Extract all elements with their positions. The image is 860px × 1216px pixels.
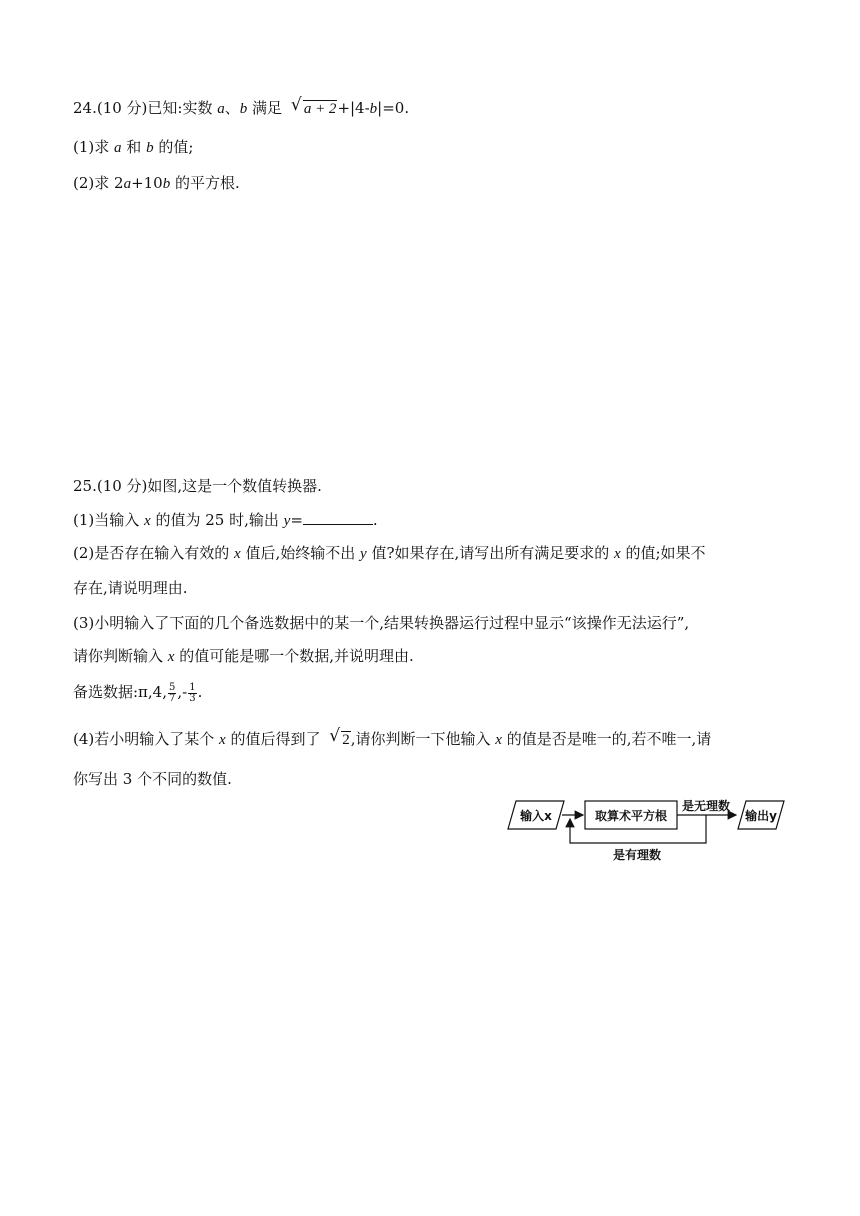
q25-p1-end: . (372, 511, 378, 529)
q25-part1 (73, 510, 378, 531)
q25-p2-a: (2)是否存在输入有效的 (73, 544, 235, 562)
q25-part3-line2 (73, 646, 414, 667)
var-b: b (162, 176, 171, 192)
q24-p1-mid: 和 (121, 138, 147, 156)
satisfy-text: 满足 (247, 99, 287, 117)
q24-p1-post: 的值; (153, 138, 194, 156)
options-prefix: 备选数据:π,4, (73, 683, 167, 701)
numerator: 1 (189, 681, 196, 693)
radical-sign-icon: √ (290, 95, 302, 115)
q24-p2-mid: +10 (131, 174, 163, 192)
process-label: 取算术平方根 (594, 809, 668, 823)
q24-statement (73, 95, 410, 119)
q24-p2-pre: (2)求 2 (73, 174, 124, 192)
radical-sign-icon: √ (329, 726, 341, 746)
q25-options (73, 682, 202, 704)
q25-part3-line1: (3)小明输入了下面的几个备选数据中的某一个,结果转换器运行过程中显示“该操作无法运行”, (73, 614, 690, 632)
var-b-2: b (369, 101, 378, 117)
q24-part1 (73, 137, 193, 158)
q25-p3-b: 的值可能是哪一个数据,并说明理由. (174, 647, 414, 665)
input-label: 输入x (520, 809, 552, 823)
var-a: a (123, 176, 132, 192)
answer-blank[interactable] (303, 510, 373, 525)
q25-p4-a: (4)若小明输入了某个 (73, 730, 220, 748)
var-x: x (167, 649, 175, 665)
q25-p4-d: 的值是否是唯一的,若不唯一,请 (501, 730, 712, 748)
sqrt-two (329, 726, 351, 750)
q25-p1-pre: (1)当输入 (73, 511, 145, 529)
var-x: x (495, 732, 502, 748)
q25-p2-b: 值后,始终输不出 (240, 544, 361, 562)
var-a: a (114, 140, 122, 156)
q25-part2-line1 (73, 543, 706, 564)
equation-end: |=0. (377, 99, 410, 117)
sqrt-expression (290, 95, 338, 119)
q24-head: 24.(10 分)已知:实数 (73, 99, 218, 117)
q25-p2-d: 的值;如果不 (620, 544, 706, 562)
q25-p3-a: 请你判断输入 (73, 647, 168, 665)
abs-open: +|4- (337, 99, 370, 117)
number-converter-flowchart (506, 797, 790, 865)
fraction-5-7 (168, 683, 176, 704)
denominator: 7 (169, 692, 176, 704)
var-x: x (614, 546, 621, 562)
q24-p1-pre: (1)求 (73, 138, 115, 156)
q25-statement: 25.(10 分)如图,这是一个数值转换器. (73, 477, 322, 495)
q25-part4-line2: 你写出 3 个不同的数值. (73, 770, 232, 788)
numerator: 5 (169, 681, 176, 693)
q25-p1-post: = (290, 511, 303, 529)
q25-p4-b: 的值后得到了 (225, 730, 326, 748)
rational-label: 是有理数 (612, 848, 662, 862)
q24-part2 (73, 173, 240, 194)
q25-part4-line1 (73, 726, 712, 750)
q25-p2-c: 值?如果存在,请写出所有满足要求的 (366, 544, 615, 562)
q25-p4-c: ,请你判断一下他输入 (350, 730, 496, 748)
var-y: y (360, 546, 367, 562)
var-b: b (146, 140, 154, 156)
separator: 、 (224, 99, 240, 117)
denominator: 3 (189, 692, 196, 704)
var-x: x (219, 732, 226, 748)
fraction-1-3 (188, 683, 196, 704)
output-label: 输出y (745, 809, 777, 823)
var-b: b (239, 101, 248, 117)
var-y: y (283, 513, 291, 529)
q25-part2-line2: 存在,请说明理由. (73, 579, 188, 597)
var-x: x (144, 513, 151, 529)
var-a: a (217, 101, 225, 117)
options-separator: ,- (177, 683, 188, 701)
q25-p1-mid: 的值为 25 时,输出 (150, 511, 284, 529)
q24-p2-post: 的平方根. (170, 174, 240, 192)
irrational-label: 是无理数 (681, 799, 731, 813)
sqrt-inner: a + 2 (303, 101, 337, 117)
var-x: x (234, 546, 241, 562)
sqrt-inner: 2 (342, 732, 350, 748)
options-end: . (197, 683, 203, 701)
